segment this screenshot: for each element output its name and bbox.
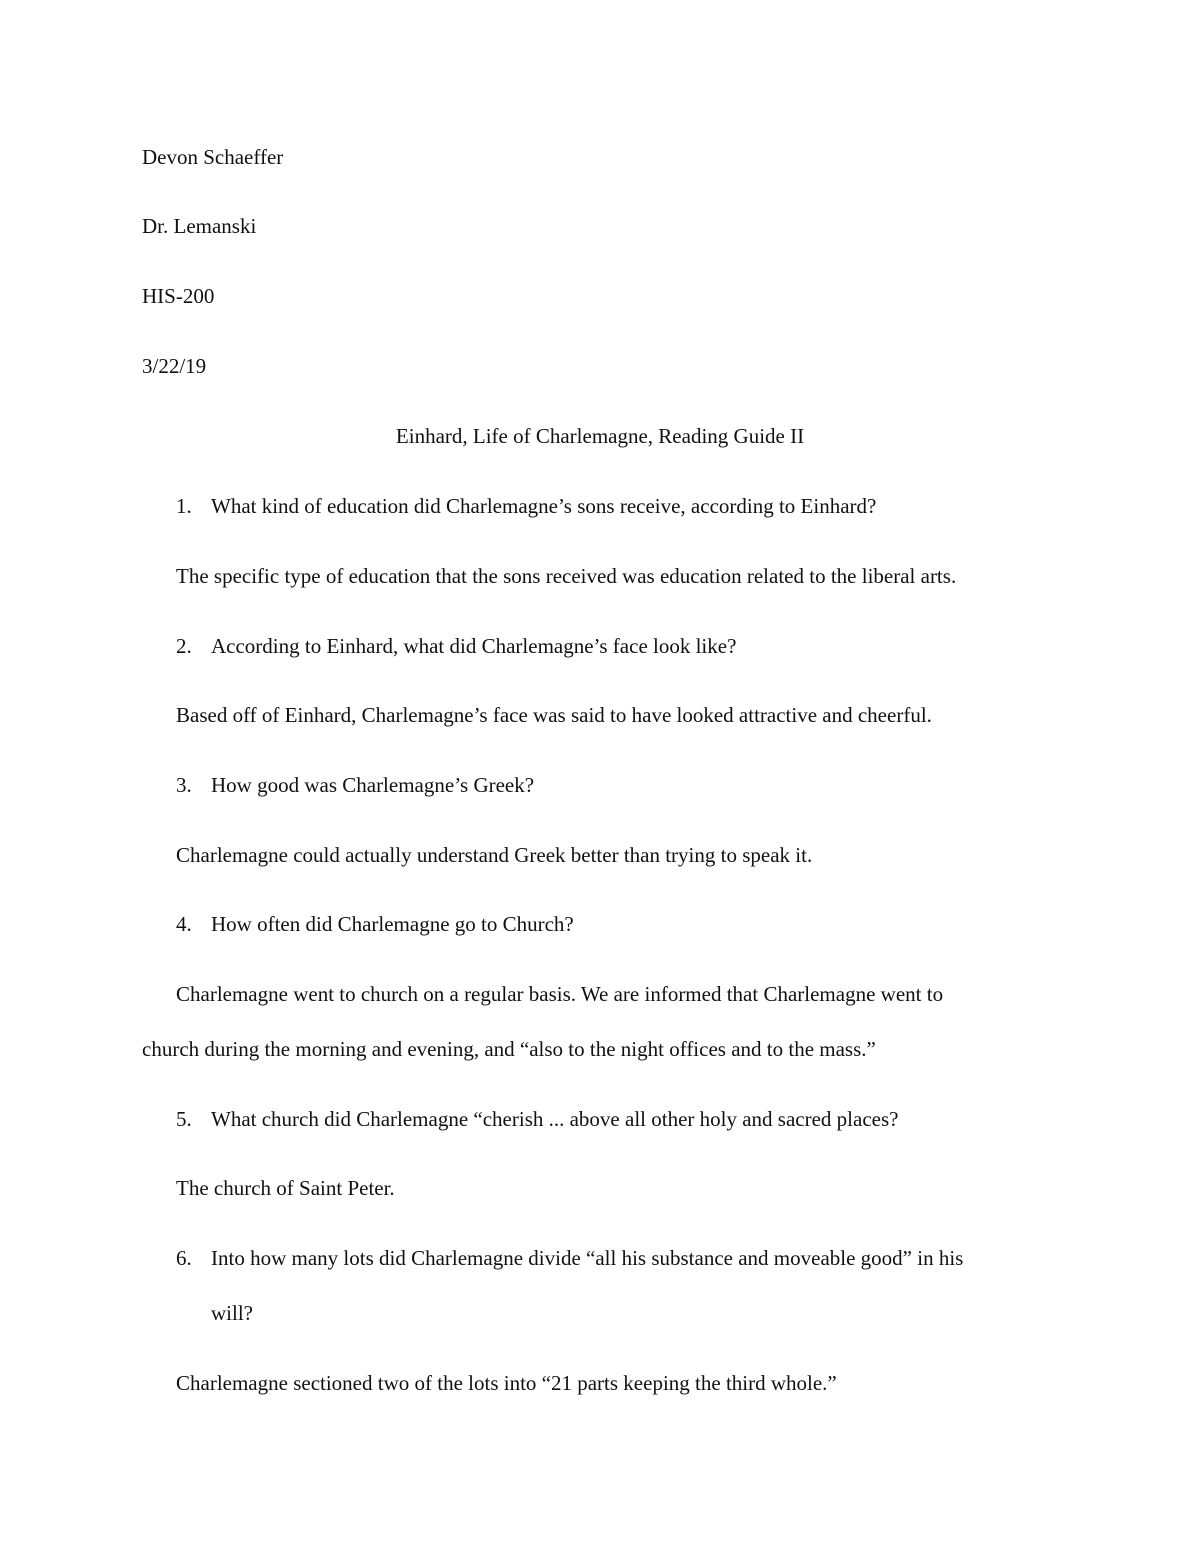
answer-text: Based off of Einhard, Charlemagne’s face was said to have looked attractive and cheerful.	[176, 703, 932, 727]
question-number: 4.	[176, 912, 192, 936]
question-text: How often did Charlemagne go to Church?	[211, 912, 574, 936]
question-number: 3.	[176, 773, 192, 797]
question-text: How good was Charlemagne’s Greek?	[211, 773, 535, 797]
question-text: What kind of education did Charlemagne’s sons receive, according to Einhard?	[211, 494, 877, 518]
question-number: 6.	[176, 1246, 192, 1270]
question-number: 2.	[176, 634, 192, 658]
instructor-name: Dr. Lemanski	[142, 214, 257, 238]
question-number: 5.	[176, 1107, 192, 1131]
question-text-continued: will?	[211, 1301, 253, 1325]
document-date: 3/22/19	[142, 354, 207, 378]
document-title: Einhard, Life of Charlemagne, Reading Guide II	[395, 424, 805, 448]
answer-text-continued: church during the morning and evening, and “also to the night offices and to the mass.”	[142, 1037, 876, 1061]
answer-text: The church of Saint Peter.	[176, 1176, 395, 1200]
answer-text: Charlemagne went to church on a regular basis. We are informed that Charlemagne went to	[176, 982, 944, 1006]
author-name: Devon Schaeffer	[142, 145, 284, 169]
question-number: 1.	[176, 494, 192, 518]
answer-text: The specific type of education that the sons received was education related to the liberal arts.	[176, 564, 957, 588]
question-text: According to Einhard, what did Charlemagne’s face look like?	[211, 634, 737, 658]
course-code: HIS-200	[142, 284, 215, 308]
question-text: What church did Charlemagne “cherish ... above all other holy and sacred places?	[211, 1107, 899, 1131]
question-text: Into how many lots did Charlemagne divide “all his substance and moveable good” in his	[211, 1246, 964, 1270]
answer-text: Charlemagne sectioned two of the lots into “21 parts keeping the third whole.”	[176, 1371, 837, 1395]
answer-text: Charlemagne could actually understand Greek better than trying to speak it.	[176, 843, 813, 867]
